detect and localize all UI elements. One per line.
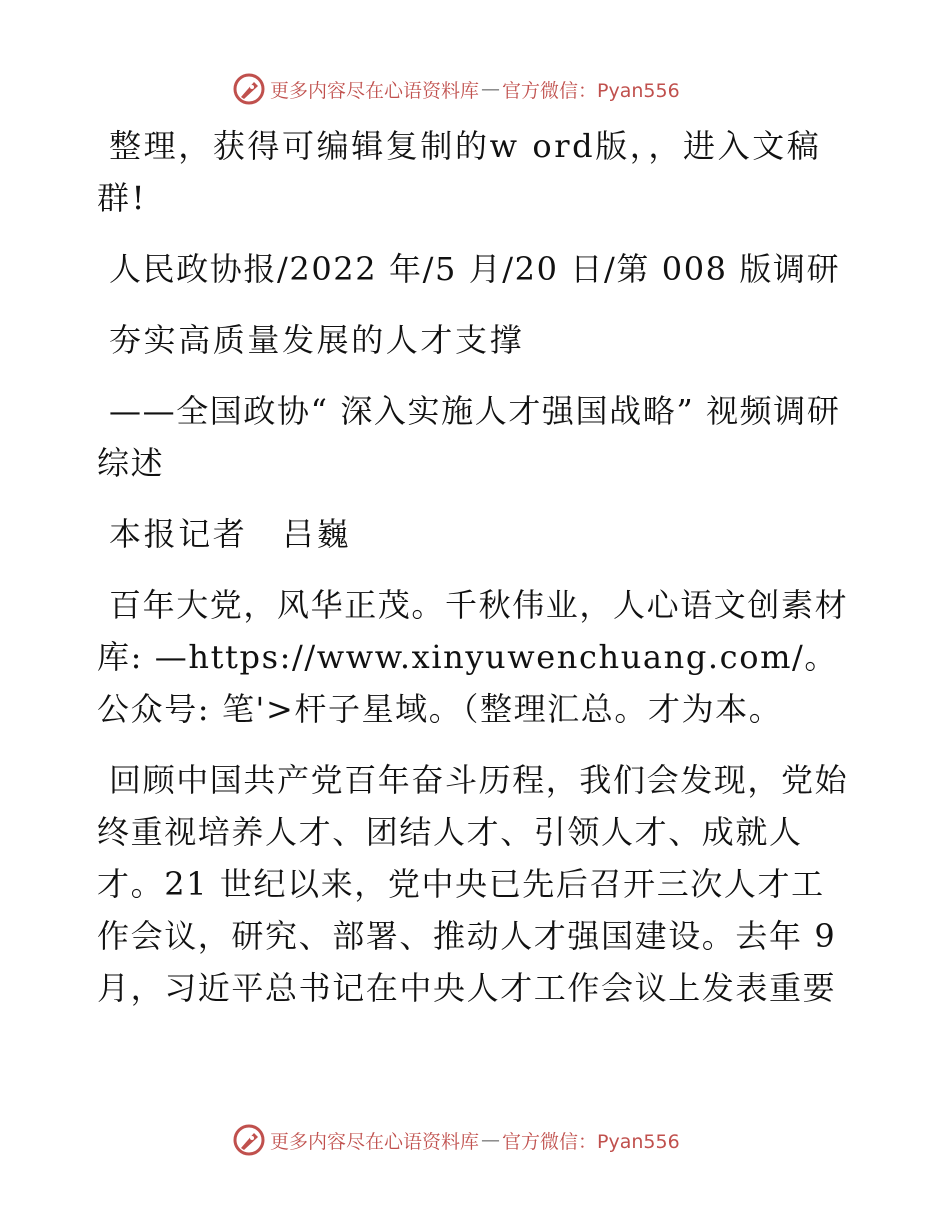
watermark-wechat: 官方微信：Pyan556 — [502, 79, 680, 102]
watermark-separator: — — [481, 78, 501, 100]
article-subtitle: ——全国政协“ 深入实施人才强国战略” 视频调研综述 — [97, 392, 841, 482]
watermark-separator: — — [481, 1129, 501, 1151]
paragraph-intro: 整理，获得可编辑复制的w ord版，，进入文稿群! — [97, 127, 822, 217]
watermark-wechat: 官方微信：Pyan556 — [502, 1130, 680, 1153]
pen-nib-logo-icon — [232, 1123, 266, 1157]
document-body — [97, 120, 857, 1014]
article-byline: 本报记者 吕巍 — [109, 515, 352, 553]
pen-nib-logo-icon — [232, 72, 266, 106]
article-title: 夯实高质量发展的人才支撑 — [109, 321, 525, 359]
paragraph-body-2: 回顾中国共产党百年奋斗历程，我们会发现，党始终重视培养人才、团结人才、引领人才、成就人才。21 世纪以来，党中央已先后召开三次人才工作会议，研究、部署、推动人才强国建设。去年 9 月，习近平总书记在中央人才工作会议上发表重要 — [97, 761, 849, 1007]
watermark-text: 更多内容尽在心语资料库 — [270, 79, 480, 102]
paragraph-source-line: 人民政协报/2022 年/5 月/20 日/第 008 版调研 — [109, 250, 841, 288]
paragraph-body-1: 百年大党，风华正茂。千秋伟业，人心语文创素材库: —https://www.xinyuwenchuang.com/。公众号: 笔'>杆子星域。（整理汇总。才为本。 — [97, 586, 849, 728]
watermark-banner-bottom — [232, 1122, 680, 1158]
watermark-text: 更多内容尽在心语资料库 — [270, 1130, 480, 1153]
watermark-banner-top — [232, 71, 680, 107]
